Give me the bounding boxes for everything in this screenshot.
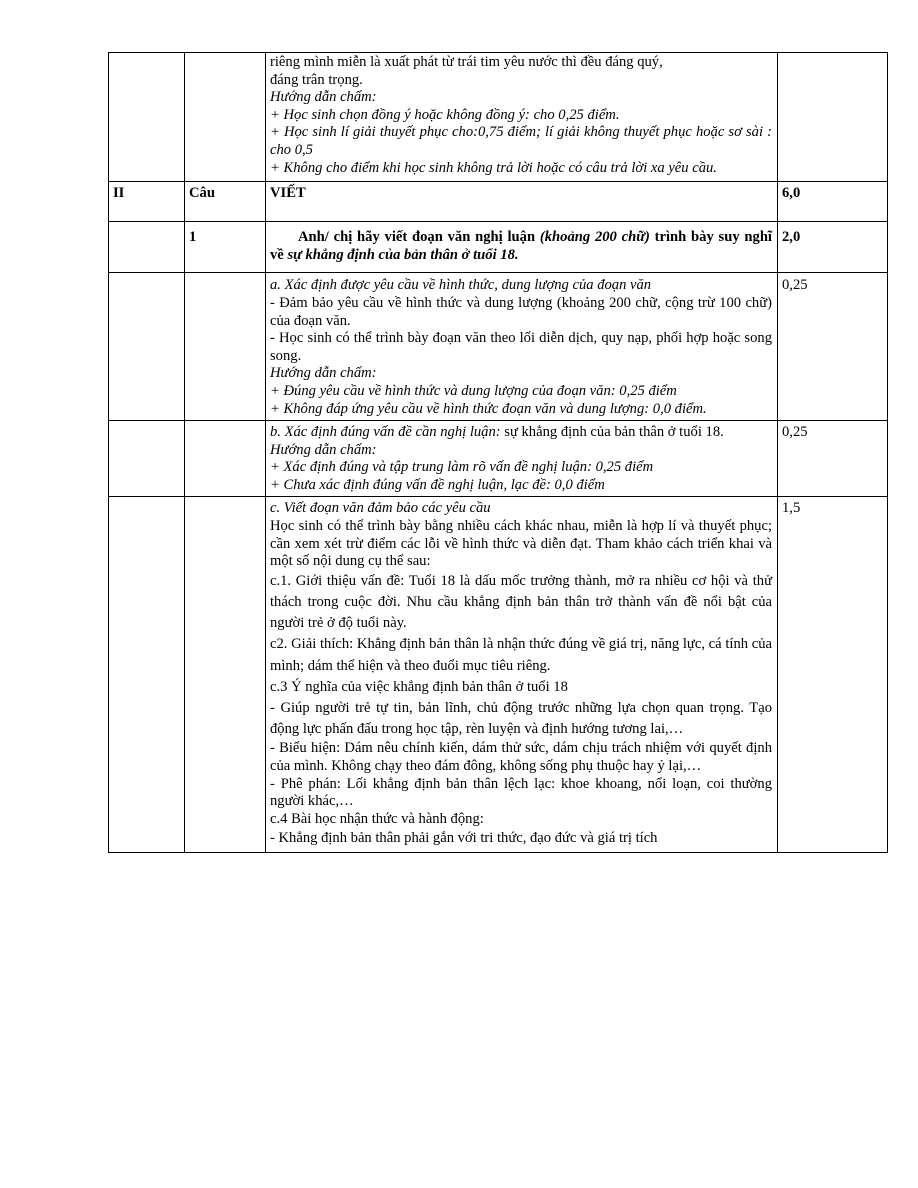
criteria-score: 1,5: [778, 497, 888, 852]
criteria-text: - Học sinh có thể trình bày đoạn văn theo lối diễn dịch, quy nạp, phối hợp hoặc song song.: [270, 330, 772, 364]
criteria-title: b. Xác định đúng vấn đề cần nghị luận:: [270, 424, 501, 441]
criteria-title: a. Xác định được yêu cầu về hình thức, dung lượng của đoạn văn: [270, 277, 652, 294]
question-cell: [185, 497, 266, 852]
guide-line: + Học sinh chọn đồng ý hoặc không đồng ý: cho 0,25 điểm.: [270, 106, 620, 123]
point-c3-expression: - Biểu hiện: Dám nêu chính kiến, dám thử sức, dám chịu trách nhiệm với quyết định của mình. Không chạy theo đám đông, không sống phụ thuộc hay ỷ lại,…: [270, 740, 772, 775]
section-title: VIẾT: [266, 182, 778, 222]
guide-line: + Không đáp ứng yêu cầu về hình thức đoạn văn và dung lượng: 0,0 điểm.: [270, 400, 707, 417]
criteria-c-cell: [266, 497, 778, 852]
guide-title: Hướng dẫn chấm:: [270, 441, 377, 458]
score-cell: [778, 53, 888, 182]
question-prompt: [266, 222, 778, 273]
criteria-b-cell: [266, 421, 778, 497]
question-cell: [185, 53, 266, 182]
part-cell: [109, 53, 185, 182]
question-row: [109, 222, 888, 273]
criteria-topic: sự khẳng định của bản thân ở tuổi 18.: [500, 424, 724, 441]
question-number: 1: [185, 222, 266, 273]
question-cell: [185, 421, 266, 497]
criteria-row: [109, 421, 888, 497]
question-score: 2,0: [778, 222, 888, 273]
question-column-label: Câu: [185, 182, 266, 222]
point-c4-title: c.4 Bài học nhận thức và hành động:: [270, 810, 484, 827]
point-c4-first: - Khẳng định bản thân phải gắn với tri thức, đạo đức và giá trị tích: [270, 830, 658, 847]
guide-line: + Chưa xác định đúng vấn đề nghị luận, lạc đề: 0,0 điểm: [270, 476, 605, 493]
table-row: [109, 53, 888, 182]
guide-title: Hướng dẫn chấm:: [270, 365, 377, 382]
point-c3-meaning: - Giúp người trẻ tự tin, bản lĩnh, chủ động trước những lựa chọn quan trọng. Tạo động lực phấn đấu trong học tập, rèn luyện và định hướng tương lai,…: [270, 700, 772, 738]
prompt-text: trình bày suy nghĩ về: [270, 229, 772, 263]
section-header-row: [109, 182, 888, 222]
criteria-row: [109, 497, 888, 852]
answer-cell: [266, 53, 778, 182]
guide-title: Hướng dẫn chấm:: [270, 89, 377, 106]
criteria-a-cell: [266, 273, 778, 421]
section-score: 6,0: [778, 182, 888, 222]
grading-rubric-page: [108, 52, 887, 853]
criteria-intro: Học sinh có thể trình bày bằng nhiều cách khác nhau, miễn là hợp lí và thuyết phục; cần xem xét trừ điểm các lỗi về hình thức và diễn đạt. Tham khảo cách triển khai và một số nội dung cụ thể sau:: [270, 518, 772, 570]
prompt-length: (khoảng 200 chữ): [539, 229, 650, 246]
part-cell: [109, 497, 185, 852]
part-label: II: [109, 182, 185, 222]
criteria-score: 0,25: [778, 421, 888, 497]
part-cell: [109, 273, 185, 421]
prompt-topic: sự khẳng định của bản thân ở tuổi 18.: [287, 246, 519, 263]
question-cell: [185, 273, 266, 421]
criteria-title: c. Viết đoạn văn đảm bảo các yêu cầu: [270, 500, 491, 517]
guide-line: + Không cho điểm khi học sinh không trả lời hoặc có câu trả lời xa yêu cầu.: [270, 159, 717, 176]
rubric-table: [108, 52, 888, 853]
point-c3-title: c.3 Ý nghĩa của việc khẳng định bản thân ở tuổi 18: [270, 678, 568, 695]
criteria-row: [109, 273, 888, 421]
point-c3-criticism: - Phê phán: Lối khẳng định bản thân lệch lạc: khoe khoang, nổi loạn, coi thường người khác,…: [270, 775, 772, 810]
criteria-score: 0,25: [778, 273, 888, 421]
part-cell: [109, 222, 185, 273]
part-cell: [109, 421, 185, 497]
criteria-text: - Đảm bảo yêu cầu về hình thức và dung lượng (khoảng 200 chữ, cộng trừ 100 chữ) của đoạn văn.: [270, 294, 772, 329]
guide-line: + Xác định đúng và tập trung làm rõ vấn đề nghị luận: 0,25 điểm: [270, 459, 654, 476]
prompt-text: Anh/ chị hãy viết đoạn văn nghị luận: [298, 229, 540, 246]
point-c2: c2. Giải thích: Khẳng định bản thân là nhận thức đúng về giá trị, năng lực, cá tính của mình; dám thể hiện và theo đuổi mục tiêu riêng.: [270, 636, 772, 674]
answer-line: đáng trân trọng.: [270, 71, 363, 88]
guide-line: + Đúng yêu cầu về hình thức và dung lượng của đoạn văn: 0,25 điểm: [270, 382, 677, 399]
point-c1: c.1. Giới thiệu vấn đề: Tuổi 18 là dấu mốc trưởng thành, mở ra nhiều cơ hội và thử thách trong cuộc đời. Nhu cầu khẳng định bản thân trở thành vấn đề nổi bật của người trẻ ở độ tuổi này.: [270, 572, 772, 632]
answer-line: riêng mình miễn là xuất phát từ trái tim yêu nước thì đều đáng quý,: [270, 54, 663, 70]
guide-line: + Học sinh lí giải thuyết phục cho:0,75 điểm; lí giải không thuyết phục hoặc sơ sài : cho 0,5: [270, 124, 772, 158]
